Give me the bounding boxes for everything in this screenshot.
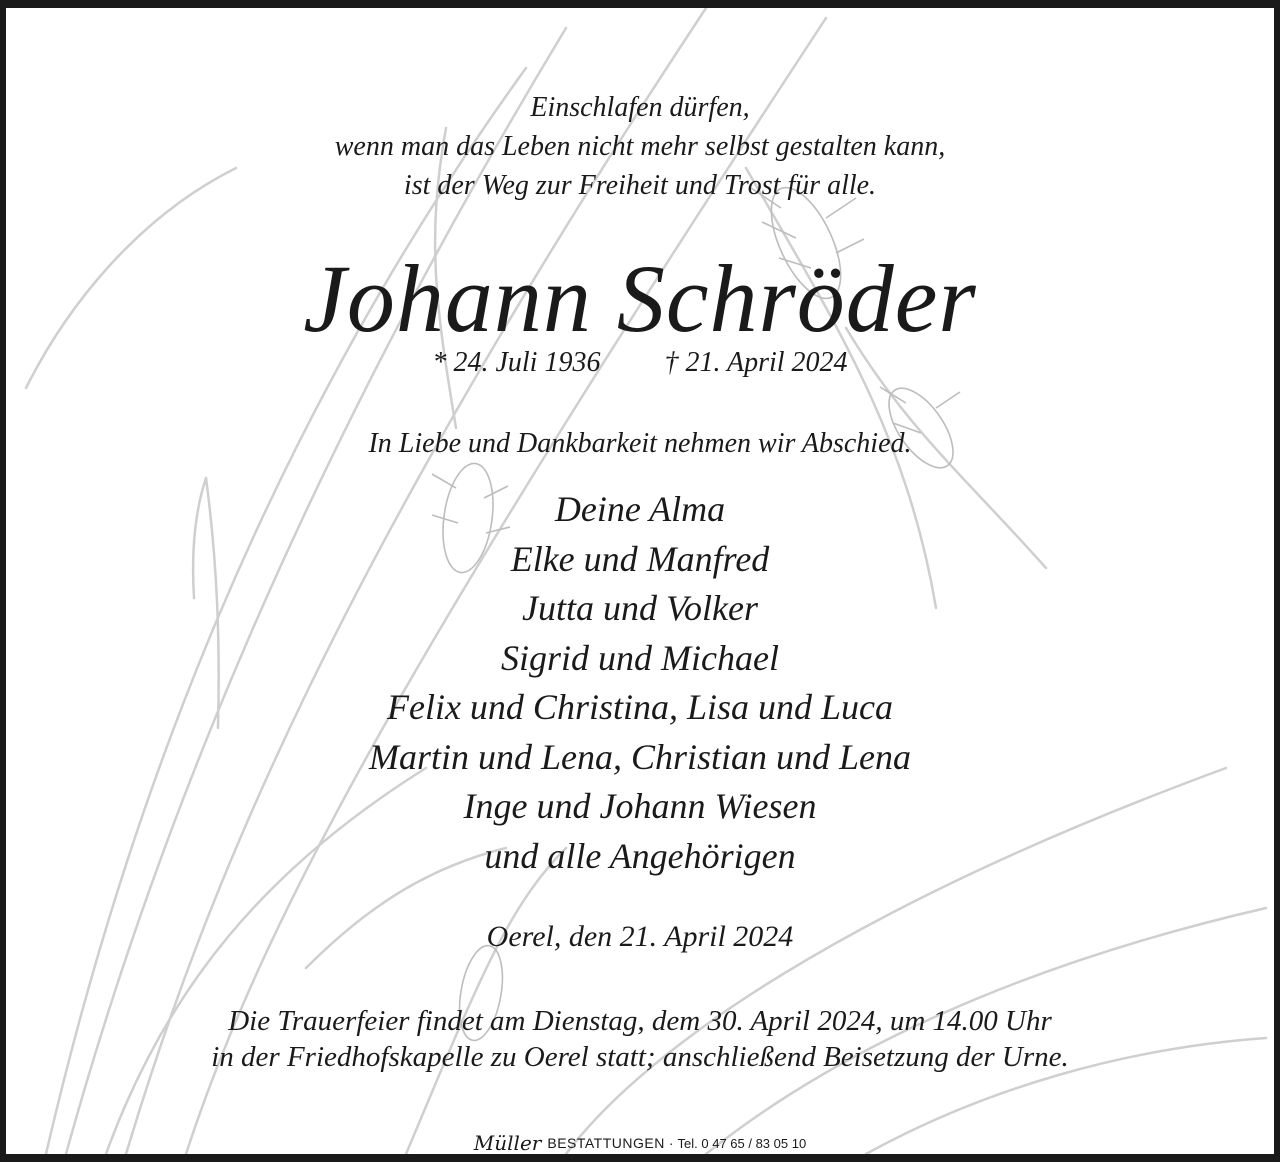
funeral-home-name: BESTATTUNGEN [547, 1135, 665, 1151]
family-list [6, 485, 1274, 881]
funeral-home-footer [6, 1132, 1274, 1154]
funeral-home-logo: Müller [473, 1131, 542, 1155]
funeral-home-phone: Tel. 0 47 65 / 83 05 10 [677, 1135, 807, 1151]
family-member: Felix und Christina, Lisa und Luca [386, 687, 894, 727]
poem [6, 88, 1274, 205]
family-member: Inge und Johann Wiesen [463, 786, 817, 826]
ceremony-line: Die Trauerfeier findet am Dienstag, dem 30. April 2024, um 14.00 Uhr [228, 1005, 1052, 1037]
family-member: Sigrid und Michael [501, 637, 779, 678]
footer-separator: · [668, 1135, 674, 1151]
farewell-line: In Liebe und Dankbarkeit nehmen wir Abschied. [368, 428, 912, 459]
life-dates [6, 343, 1274, 383]
ceremony-line: in der Friedhofskapelle zu Oerel statt; anschließend Beisetzung der Urne. [211, 1041, 1069, 1073]
place-date: Oerel, den 21. April 2024 [486, 920, 794, 953]
ceremony-info [6, 1003, 1274, 1075]
family-member: Martin und Lena, Christian und Lena [368, 736, 912, 777]
obituary-content [6, 8, 1274, 1154]
family-member: Deine Alma [554, 489, 726, 529]
poem-line: wenn man das Leben nicht mehr selbst gestalten kann, [334, 131, 946, 162]
poem-line: Einschlafen dürfen, [530, 92, 750, 123]
poem-line: ist der Weg zur Freiheit und Trost für alle. [403, 170, 877, 201]
family-member: Elke und Manfred [510, 538, 770, 579]
death-date: † 21. April 2024 [664, 347, 848, 378]
deceased-name: Johann Schröder [303, 245, 977, 352]
family-member: Jutta und Volker [522, 588, 758, 628]
family-member: und alle Angehörigen [484, 835, 796, 876]
birth-date: * 24. Juli 1936 [432, 347, 601, 378]
